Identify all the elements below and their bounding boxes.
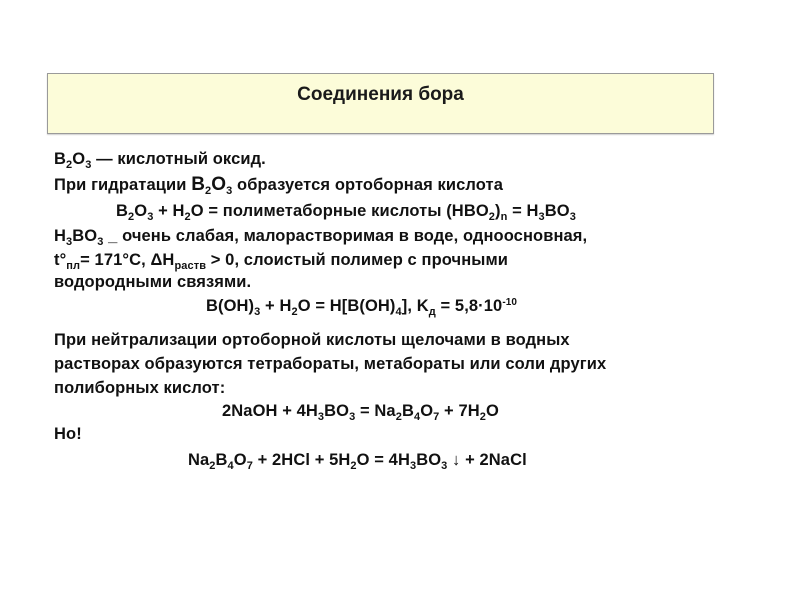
equation-borax-hcl: $Na_2B_4O_7 + 2HCl + 5H_2O = 4H_3BO_3$ ↓ + 2NaCl <box>188 451 527 472</box>
line-hydrogen-bonds: водородными связями. <box>54 273 252 291</box>
line-melting-point: $t^\circ_{пл}= 171^\circ C$, $\Delta H_{раств} > 0$, слоистый полимер с прочными <box>54 251 509 272</box>
line-neutralization-3: полиборных кислот: <box>54 379 226 397</box>
line-neutralization-2: растворах образуются тетрабораты, метабораты или соли других <box>54 355 607 373</box>
line-but: Но! <box>54 425 82 443</box>
equation-polymetaboric: $B_2O_3 + H_2O$ = полиметаборные кислоты $(HBO_2)_n = H_3BO_3$ <box>116 202 576 223</box>
slide-title: Соединения бора <box>297 84 464 105</box>
line-hydration: При гидратации $B_2O_3$ образуется ортоборная кислота <box>54 174 503 197</box>
equation-ionization: $B(OH)_3 + H_2O = H[B(OH)_4]$, $K_д = 5,8\cdot 10^{-10}$ <box>206 297 518 318</box>
title-box <box>47 73 714 134</box>
equation-tetraborate: 2NaOH + $4H_3BO_3 = Na_2B_4O_7 + 7H_2O$ <box>222 402 499 423</box>
line-boric-acid-properties: $H_3BO_3$ _ очень слабая, малорастворимая в воде, одноосновная, <box>54 227 588 248</box>
line-oxide: $B_2O_3$ — кислотный оксид. <box>54 150 266 171</box>
line-neutralization-1: При нейтрализации ортоборной кислоты щелочами в водных <box>54 331 570 349</box>
